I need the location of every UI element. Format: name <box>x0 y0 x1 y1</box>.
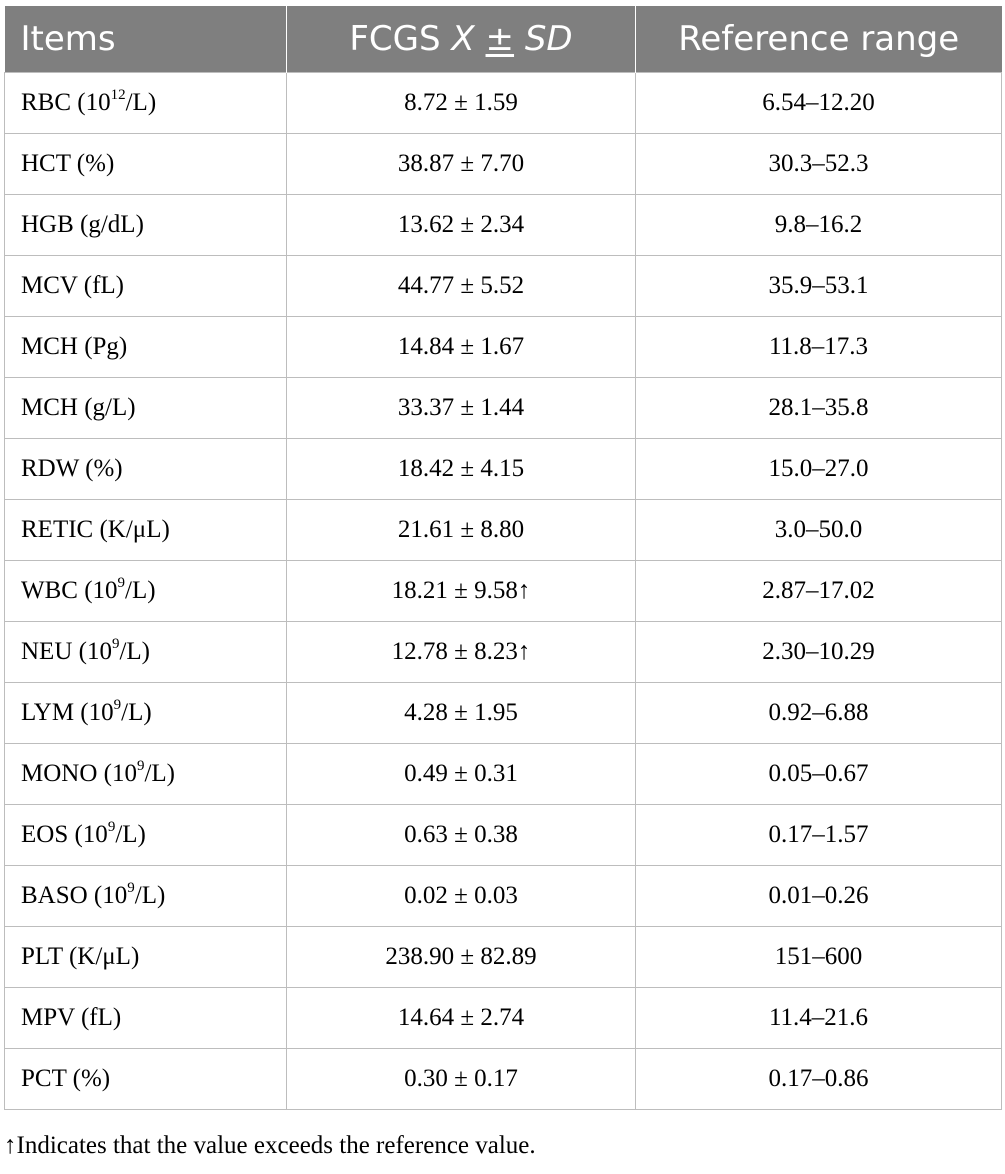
table-row <box>5 927 1002 988</box>
mean-sd-value: 18.21 ± 9.58↑ <box>287 561 636 622</box>
item-name-cell <box>5 439 287 500</box>
item-name: MPV (fL) <box>21 1004 122 1031</box>
item-name: MCH (g/L) <box>21 394 136 421</box>
table-row <box>5 378 1002 439</box>
table-row <box>5 439 1002 500</box>
header-sd: SD <box>524 19 573 59</box>
mean-sd-value: 238.90 ± 82.89 <box>287 927 636 988</box>
reference-range-value: 2.30–10.29 <box>636 622 1002 683</box>
table-row <box>5 73 1002 134</box>
item-name-cell <box>5 683 287 744</box>
mean-sd-value: 44.77 ± 5.52 <box>287 256 636 317</box>
mean-sd-value: 18.42 ± 4.15 <box>287 439 636 500</box>
mean-sd-value: 12.78 ± 8.23↑ <box>287 622 636 683</box>
item-name: PLT (K/μL) <box>21 943 140 970</box>
item-name-cell <box>5 500 287 561</box>
reference-range-value: 35.9–53.1 <box>636 256 1002 317</box>
header-items: Items <box>5 6 287 73</box>
table-row <box>5 1049 1002 1110</box>
item-name-cell <box>5 134 287 195</box>
item-name: RDW (%) <box>21 455 123 482</box>
mean-sd-value: 0.49 ± 0.31 <box>287 744 636 805</box>
table-row <box>5 683 1002 744</box>
item-name: HGB (g/dL) <box>21 211 144 238</box>
reference-range-value: 11.4–21.6 <box>636 988 1002 1049</box>
table-row <box>5 256 1002 317</box>
mean-sd-value: 38.87 ± 7.70 <box>287 134 636 195</box>
item-name-cell <box>5 73 287 134</box>
reference-range-value: 11.8–17.3 <box>636 317 1002 378</box>
table-row <box>5 622 1002 683</box>
table-footnote: ↑Indicates that the value exceeds the reference value. <box>4 1132 536 1159</box>
reference-range-value: 9.8–16.2 <box>636 195 1002 256</box>
item-unit-exponent: 9 <box>113 697 122 713</box>
reference-range-value: 0.92–6.88 <box>636 683 1002 744</box>
table-row <box>5 744 1002 805</box>
mean-sd-value: 0.30 ± 0.17 <box>287 1049 636 1110</box>
table-row <box>5 134 1002 195</box>
item-name: MONO (10 <box>21 760 137 787</box>
item-name: MCH (Pg) <box>21 333 128 360</box>
table-row <box>5 500 1002 561</box>
reference-range-value: 28.1–35.8 <box>636 378 1002 439</box>
header-fcgs <box>287 6 636 73</box>
item-name: EOS (10 <box>21 821 108 848</box>
item-unit-exponent: 9 <box>136 758 145 774</box>
table-row <box>5 561 1002 622</box>
item-name-cell <box>5 622 287 683</box>
reference-range-value: 151–600 <box>636 927 1002 988</box>
item-name: LYM (10 <box>21 699 114 726</box>
item-name-cell <box>5 927 287 988</box>
item-name-cell <box>5 744 287 805</box>
mean-sd-value: 13.62 ± 2.34 <box>287 195 636 256</box>
item-unit-exponent: 9 <box>127 880 135 896</box>
item-name: RETIC (K/μL) <box>21 516 170 543</box>
reference-range-value: 30.3–52.3 <box>636 134 1002 195</box>
reference-range-value: 0.17–1.57 <box>636 805 1002 866</box>
item-unit-suffix: /L) <box>115 821 146 848</box>
item-name: HCT (%) <box>21 150 115 177</box>
item-name: MCV (fL) <box>21 272 125 299</box>
table-row <box>5 317 1002 378</box>
item-name: RBC (10 <box>21 89 111 116</box>
reference-range-value: 3.0–50.0 <box>636 500 1002 561</box>
table-header-row <box>5 6 1002 73</box>
header-x: X <box>451 19 475 59</box>
reference-range-value: 0.05–0.67 <box>636 744 1002 805</box>
item-unit-suffix: /L) <box>121 699 152 726</box>
item-unit-exponent: 12 <box>110 87 126 103</box>
hematology-table <box>4 6 1002 1110</box>
header-fcgs-prefix: FCGS <box>349 19 452 59</box>
item-name-cell <box>5 378 287 439</box>
mean-sd-value: 4.28 ± 1.95 <box>287 683 636 744</box>
item-unit-suffix: /L) <box>134 882 166 909</box>
reference-range-value: 6.54–12.20 <box>636 73 1002 134</box>
item-unit-exponent: 9 <box>111 636 120 652</box>
mean-sd-value: 14.84 ± 1.67 <box>287 317 636 378</box>
item-unit-suffix: /L) <box>125 577 156 604</box>
mean-sd-value: 0.02 ± 0.03 <box>287 866 636 927</box>
item-name: NEU (10 <box>21 638 112 665</box>
item-name: PCT (%) <box>21 1065 111 1092</box>
item-name-cell <box>5 256 287 317</box>
item-name-cell <box>5 317 287 378</box>
reference-range-value: 0.01–0.26 <box>636 866 1002 927</box>
item-unit-exponent: 9 <box>117 575 126 591</box>
table-row <box>5 805 1002 866</box>
reference-range-value: 0.17–0.86 <box>636 1049 1002 1110</box>
mean-sd-value: 21.61 ± 8.80 <box>287 500 636 561</box>
item-name: WBC (10 <box>21 577 118 604</box>
mean-sd-value: 8.72 ± 1.59 <box>287 73 636 134</box>
item-name-cell <box>5 561 287 622</box>
table-body <box>5 73 1002 1110</box>
item-name-cell <box>5 1049 287 1110</box>
mean-sd-value: 0.63 ± 0.38 <box>287 805 636 866</box>
results-table-container <box>4 6 1001 1110</box>
table-row <box>5 988 1002 1049</box>
item-unit-suffix: /L) <box>144 760 176 787</box>
header-plus-minus: ± <box>485 19 515 59</box>
reference-range-value: 2.87–17.02 <box>636 561 1002 622</box>
item-name: BASO (10 <box>21 882 128 909</box>
item-name-cell <box>5 988 287 1049</box>
header-reference-range: Reference range <box>636 6 1002 73</box>
mean-sd-value: 14.64 ± 2.74 <box>287 988 636 1049</box>
item-name-cell <box>5 195 287 256</box>
item-unit-exponent: 9 <box>107 819 116 835</box>
item-name-cell <box>5 805 287 866</box>
table-row <box>5 866 1002 927</box>
mean-sd-value: 33.37 ± 1.44 <box>287 378 636 439</box>
item-unit-suffix: /L) <box>119 638 151 665</box>
table-row <box>5 195 1002 256</box>
item-name-cell <box>5 866 287 927</box>
item-unit-suffix: /L) <box>125 89 157 116</box>
reference-range-value: 15.0–27.0 <box>636 439 1002 500</box>
